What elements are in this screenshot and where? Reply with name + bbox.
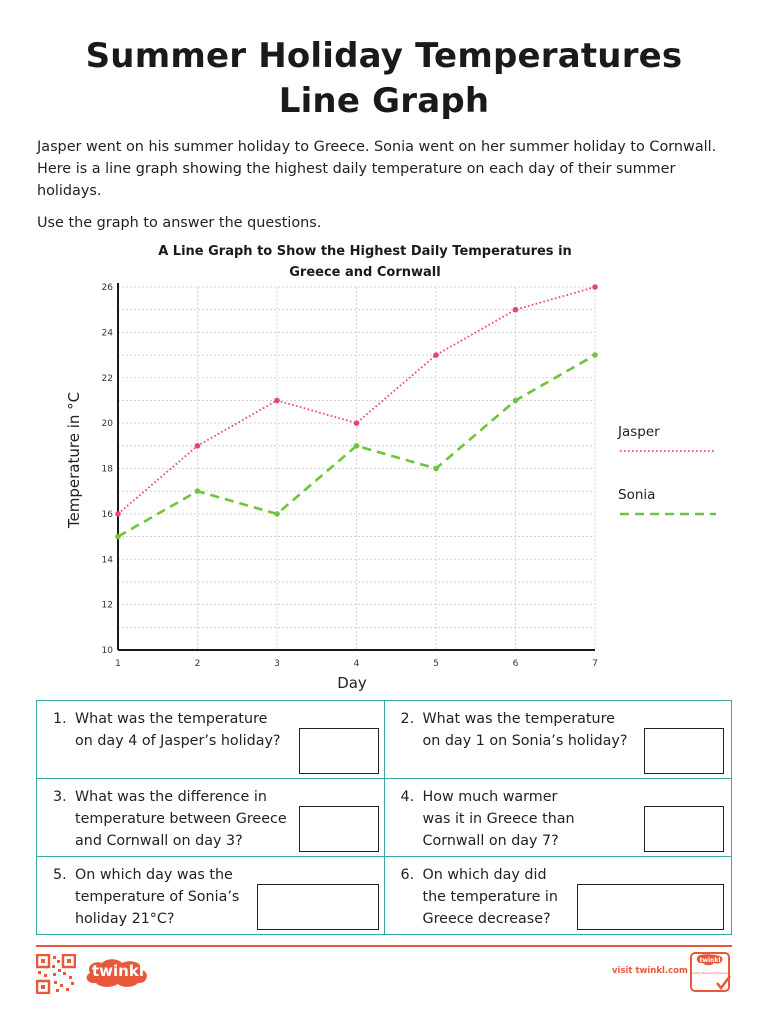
x-tick-label: 6 (512, 659, 519, 669)
question-number: 3. (53, 789, 67, 805)
badge-text: Quality Standard Approved (690, 971, 731, 975)
y-tick-label: 26 (101, 283, 113, 293)
answer-box-2[interactable] (644, 728, 724, 774)
question-text-line: On which day was the (75, 867, 233, 883)
chart-legend (617, 424, 716, 514)
question-3 (53, 786, 287, 852)
x-tick-label: 7 (592, 659, 598, 669)
data-point-jasper (195, 443, 201, 449)
answer-box-5[interactable] (257, 884, 379, 930)
question-5 (53, 864, 239, 930)
data-point-sonia (195, 488, 201, 494)
data-point-sonia (592, 352, 598, 358)
x-axis-label: Day (337, 674, 367, 692)
x-tick-label: 1 (115, 659, 121, 669)
answer-box-3[interactable] (299, 806, 379, 852)
data-point-jasper (354, 420, 360, 426)
question-text-line: was it in Greece than (422, 811, 575, 827)
question-cell-6 (384, 857, 732, 935)
y-tick-label: 12 (101, 600, 113, 611)
instruction-text: Use the graph to answer the questions. (37, 215, 322, 231)
line-chart (0, 236, 768, 696)
data-point-jasper (274, 398, 280, 404)
y-tick-label: 18 (101, 464, 113, 475)
x-tick-label: 3 (274, 659, 280, 669)
legend-label-jasper: Jasper (618, 424, 660, 440)
question-text-line: the temperature in (422, 889, 558, 905)
data-point-sonia (274, 511, 280, 517)
quality-badge-icon (690, 952, 732, 994)
question-cell-3 (37, 779, 385, 857)
x-tick-label: 4 (353, 659, 360, 669)
chart-grid (118, 287, 595, 650)
question-number: 6. (400, 867, 415, 883)
y-tick-label: 20 (101, 419, 113, 430)
question-text-line: on day 4 of Jasper’s holiday? (75, 733, 281, 749)
question-text-line: holiday 21°C? (75, 911, 175, 927)
answer-box-4[interactable] (644, 806, 724, 852)
data-point-sonia (433, 466, 439, 472)
brand-logo-text: twinkl (92, 962, 144, 980)
question-4 (401, 786, 575, 852)
question-cell-4 (384, 779, 732, 857)
chart-title-line1: A Line Graph to Show the Highest Daily Temperatures in (158, 244, 572, 259)
question-text-line: What was the temperature (75, 711, 268, 727)
question-text-line: Greece decrease? (422, 911, 551, 927)
question-text-line: What was the temperature (422, 711, 615, 727)
y-tick-label: 10 (101, 646, 113, 656)
data-point-jasper (433, 352, 439, 358)
legend-label-sonia: Sonia (618, 487, 656, 503)
questions-table (36, 700, 732, 935)
question-text-line: Cornwall on day 7? (422, 833, 559, 849)
page-title (0, 34, 768, 124)
y-tick-label: 16 (101, 509, 113, 520)
data-point-jasper (592, 284, 598, 290)
page-title-line2: Line Graph (278, 81, 490, 121)
question-text-line: and Cornwall on day 3? (75, 833, 243, 849)
x-tick-label: 2 (194, 659, 201, 669)
visit-link[interactable]: visit twinkl.com (612, 966, 688, 976)
data-point-sonia (513, 398, 519, 404)
question-number: 2. (400, 711, 415, 727)
question-number: 1. (53, 711, 67, 727)
answer-box-6[interactable] (577, 884, 724, 930)
question-text-line: On which day did (422, 867, 547, 883)
badge-brand: twinkl (699, 957, 721, 964)
y-tick-label: 24 (101, 328, 113, 339)
intro-paragraph: Jasper went on his summer holiday to Greece. Sonia went on her summer holiday to Cornwall. Here is a line graph showing the highest daily temperature on each day of their summer holidays. (37, 139, 717, 199)
question-text-line: on day 1 on Sonia’s holiday? (422, 733, 628, 749)
chart-title-line2: Greece and Cornwall (289, 265, 441, 280)
qr-code-icon (36, 954, 76, 994)
question-1 (53, 708, 281, 752)
data-point-sonia (115, 534, 121, 540)
question-number: 5. (53, 867, 67, 883)
page-title-line1: Summer Holiday Temperatures (85, 36, 683, 76)
question-text-line: What was the difference in (75, 789, 267, 805)
data-point-jasper (513, 307, 519, 313)
question-number: 4. (400, 789, 415, 805)
x-tick-label: 5 (433, 659, 439, 669)
question-cell-2 (384, 701, 732, 779)
data-point-sonia (354, 443, 360, 449)
question-2 (401, 708, 628, 752)
question-cell-5 (37, 857, 385, 935)
footer-divider (36, 945, 732, 947)
y-tick-label: 22 (101, 373, 113, 384)
y-axis-label: Temperature in °C (65, 391, 83, 529)
answer-box-1[interactable] (299, 728, 379, 774)
y-tick-label: 14 (101, 555, 113, 566)
chart-axes (102, 283, 598, 669)
question-cell-1 (37, 701, 385, 779)
question-text-line: temperature between Greece (75, 811, 287, 827)
question-text-line: How much warmer (422, 789, 558, 805)
data-point-jasper (115, 511, 121, 517)
question-6 (401, 864, 558, 930)
question-text-line: temperature of Sonia’s (75, 889, 240, 905)
